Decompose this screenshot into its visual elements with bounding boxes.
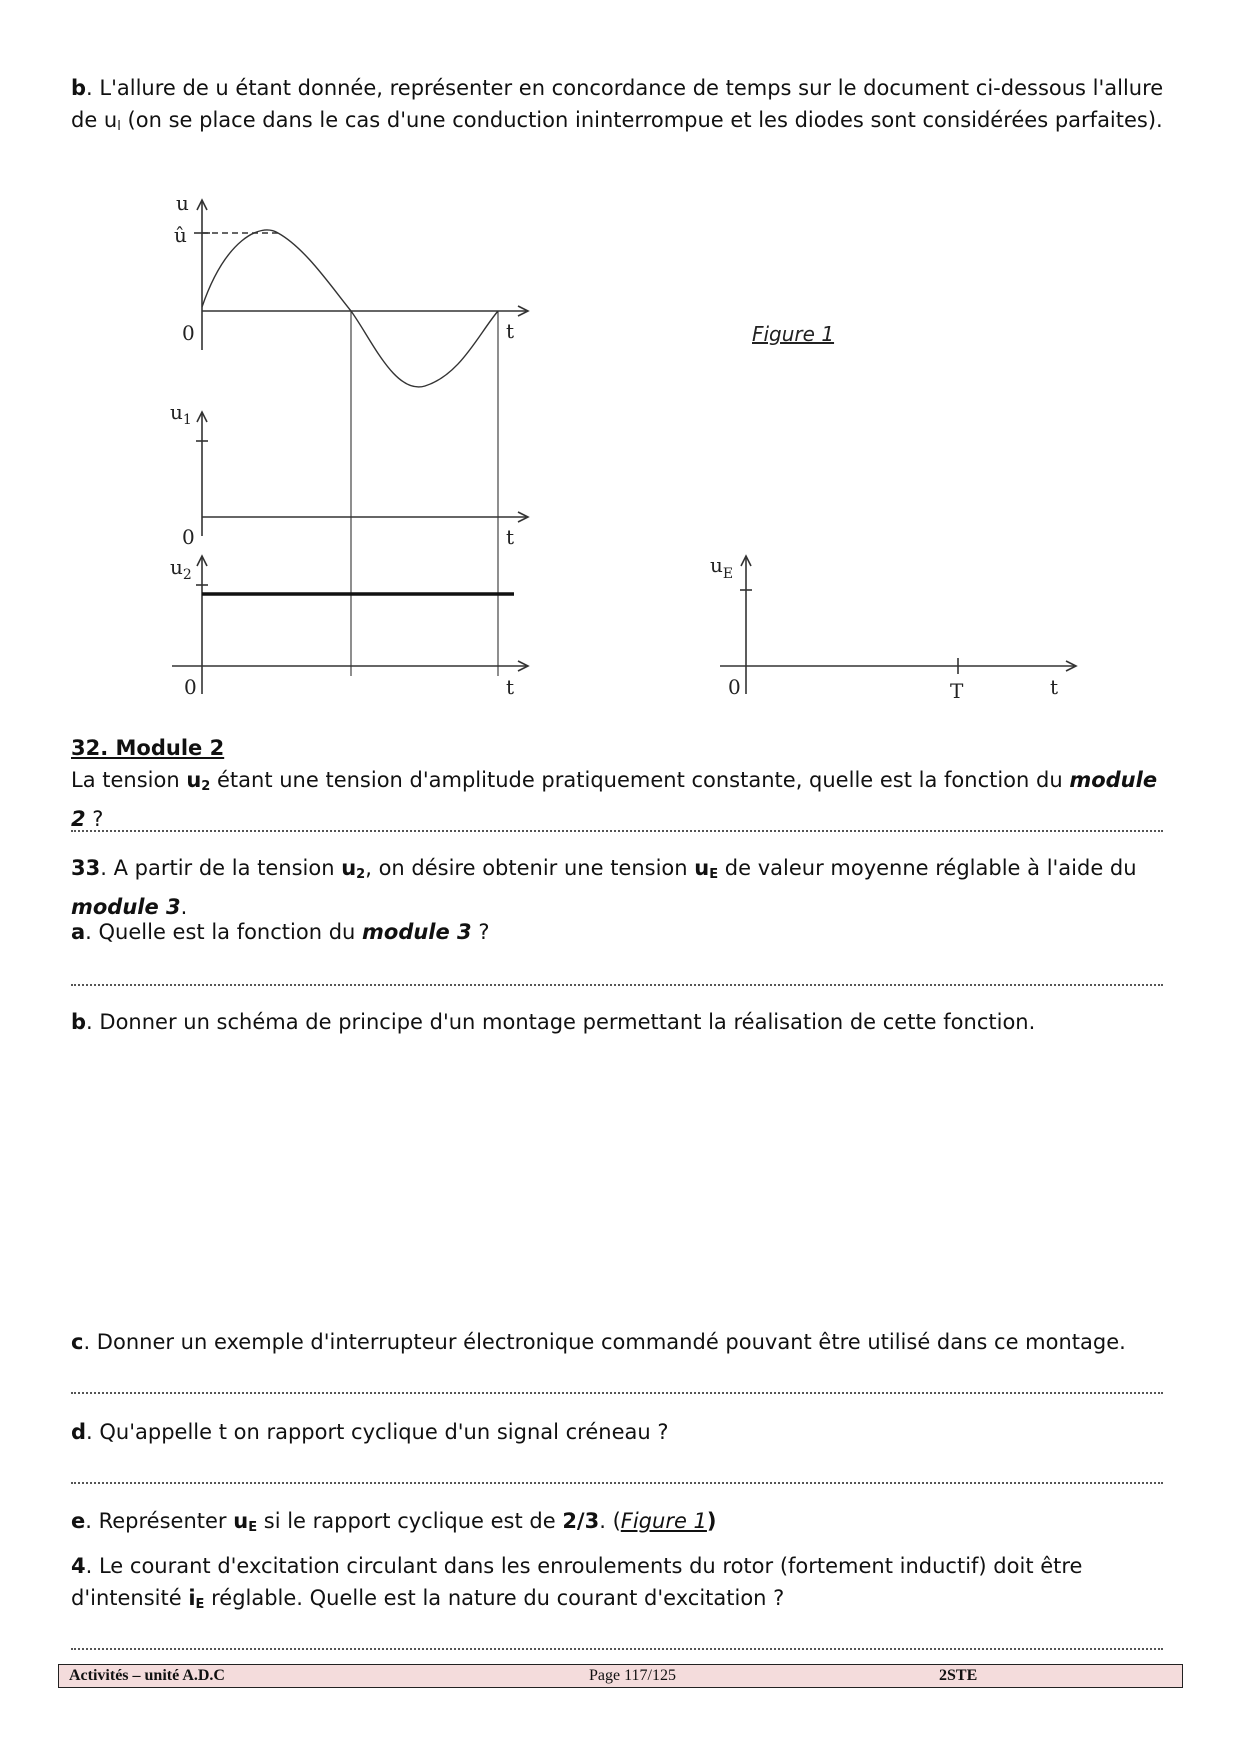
question-b-label: b <box>71 76 87 100</box>
u-zero-label: 0 <box>182 321 195 345</box>
uE-t-label: t <box>1050 675 1059 699</box>
q4-text: 4. Le courant d'excitation circulant dans les enroulements du rotor (fortement inductif) doit être d'intensité $i_E$ réglable. Quelle est la nature du courant d'excitation ? <box>71 1554 1083 1612</box>
question-b-text: b. L'allure de u étant donnée, représenter en concordance de temps sur le document ci-dessous l'allure de $u_l$ (on se place dans le cas d'une conduction ininterrompue et les diodes sont considérées parfaites). <box>71 76 1164 134</box>
u2-t-label: t <box>506 675 515 699</box>
u-axis-label: u <box>176 191 189 215</box>
q33d-text: d. Qu'appelle t on rapport cyclique d'un signal créneau ? <box>71 1420 669 1444</box>
uE-zero-label: 0 <box>728 675 741 699</box>
q33a-text: a. Quelle est la fonction du module 3 ? <box>71 920 490 944</box>
footer-class: 2STE <box>939 1667 978 1684</box>
u-hat-label: û <box>174 223 187 247</box>
q33e-text: e. Représenter $u_E$ si le rapport cyclique est de 2/3. (Figure 1) <box>71 1509 717 1535</box>
u1-axis-label: $u_1$ <box>170 400 192 428</box>
u-sine-curve <box>202 230 498 387</box>
u1-zero-label: 0 <box>182 525 195 549</box>
uE-axis-label: $u_E$ <box>710 553 734 582</box>
footer-left: Activités – unité A.D.C <box>69 1667 225 1684</box>
module2-question: La tension $u_2$ étant une tension d'amplitude pratiquement constante, quelle est la fonction du module 2 ? <box>71 768 1158 831</box>
page-footer <box>58 1664 1183 1688</box>
footer-page: Page 117/125 <box>589 1667 676 1684</box>
uE-T-label: T <box>950 679 964 703</box>
u2-zero-label: 0 <box>184 675 197 699</box>
waveform-figure <box>0 0 1240 720</box>
q33b-text: b. Donner un schéma de principe d'un montage permettant la réalisation de cette fonction. <box>71 1010 1036 1034</box>
module2-heading: 32. Module 2 <box>71 736 225 760</box>
figure-caption: Figure 1 <box>752 322 835 346</box>
u-t-label: t <box>506 319 515 343</box>
answer-line-32[interactable] <box>71 830 1163 832</box>
answer-line-33c[interactable] <box>71 1392 1163 1394</box>
q33c-text: c. Donner un exemple d'interrupteur électronique commandé pouvant être utilisé dans ce montage. <box>71 1330 1126 1354</box>
u2-axis-label: $u_2$ <box>170 555 192 583</box>
answer-line-33d[interactable] <box>71 1482 1163 1484</box>
q33-text: 33. A partir de la tension $u_2$, on désire obtenir une tension $u_E$ de valeur moyenne réglable à l'aide du module 3. <box>71 856 1137 919</box>
answer-line-33a[interactable] <box>71 984 1163 986</box>
answer-line-4[interactable] <box>71 1648 1163 1650</box>
u1-t-label: t <box>506 525 515 549</box>
